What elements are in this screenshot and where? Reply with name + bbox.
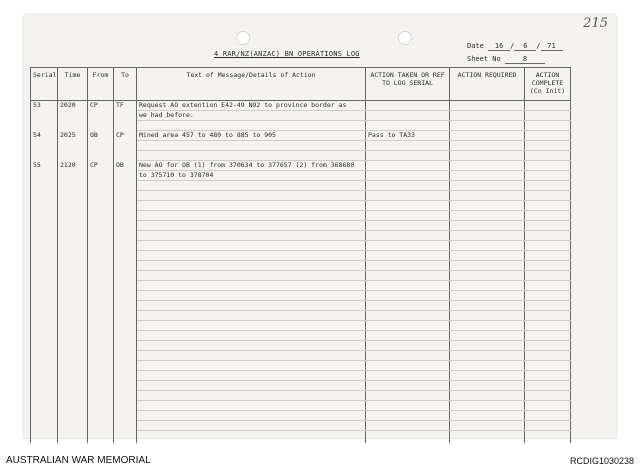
- header-action-required: ACTION REQUIRED: [450, 68, 525, 101]
- archive-footer: [0, 443, 640, 471]
- date-year: 71: [541, 42, 563, 51]
- table-row: [31, 161, 571, 171]
- serial-cell: 55: [31, 161, 58, 171]
- archive-id: RCDIG1030238: [569, 456, 634, 466]
- blank-row: [31, 181, 571, 191]
- log-body: [31, 101, 571, 452]
- header-action-taken: ACTION TAKEN OR REF TO LOG SERIAL: [366, 68, 450, 101]
- table-row-continuation: [31, 171, 571, 181]
- blank-row: [31, 281, 571, 291]
- message-text-cell: Request AO extention E42-49 N92 to province border as: [137, 101, 366, 111]
- time-cell: 2025: [58, 131, 88, 141]
- header-action-complete: ACTION COMPLETE (Co Init): [525, 68, 571, 101]
- from-cell: CP: [88, 101, 114, 111]
- blank-row: [31, 381, 571, 391]
- action-taken-cell: Pass to TA33: [366, 131, 450, 141]
- table-header-row: [31, 68, 571, 101]
- blank-row: [31, 151, 571, 161]
- from-cell: CP: [88, 161, 114, 171]
- log-title: 4 RAR/NZ(ANZAC) BN OPERATIONS LOG: [214, 50, 360, 58]
- blank-row: [31, 251, 571, 261]
- sheet-number: 8: [505, 55, 545, 64]
- action-taken-cell: [366, 101, 450, 111]
- date-label: Date: [467, 42, 484, 50]
- blank-row: [31, 121, 571, 131]
- table-row-continuation: [31, 111, 571, 121]
- sheet-number-field: [467, 55, 545, 64]
- date-field: Date 16 / 6 / 71: [467, 42, 563, 51]
- blank-row: [31, 291, 571, 301]
- blank-row: [31, 371, 571, 381]
- from-cell: OB: [88, 131, 114, 141]
- blank-row: [31, 341, 571, 351]
- blank-row: [31, 301, 571, 311]
- action-required-cell: [450, 161, 525, 171]
- blank-row: [31, 421, 571, 431]
- action-required-cell: [450, 101, 525, 111]
- message-text-cell: New AO for OB (1) from 370634 to 377657 (2) from 368680: [137, 161, 366, 171]
- date-day: 16: [488, 42, 510, 51]
- table-row: [31, 101, 571, 111]
- to-cell: TF: [114, 101, 137, 111]
- action-taken-cell: [366, 161, 450, 171]
- blank-row: [31, 391, 571, 401]
- page-number-mark: 215: [583, 16, 608, 31]
- blank-row: [31, 351, 571, 361]
- action-complete-cell: [525, 101, 571, 111]
- sheet-label: Sheet No: [467, 55, 501, 63]
- to-cell: OB: [114, 161, 137, 171]
- blank-row: [31, 201, 571, 211]
- header-text: Text of Message/Details of Action: [137, 68, 366, 101]
- date-month: 6: [514, 42, 536, 51]
- time-cell: 2020: [58, 101, 88, 111]
- table-row: [31, 131, 571, 141]
- blank-row: [31, 211, 571, 221]
- action-complete-cell: [525, 131, 571, 141]
- blank-row: [31, 311, 571, 321]
- blank-row: [31, 231, 571, 241]
- header-serial: Serial: [31, 68, 58, 101]
- serial-cell: 54: [31, 131, 58, 141]
- blank-row: [31, 241, 571, 251]
- serial-cell: 53: [31, 101, 58, 111]
- blank-row: [31, 261, 571, 271]
- action-required-cell: [450, 131, 525, 141]
- header-from: From: [88, 68, 114, 101]
- punch-hole: [398, 31, 412, 45]
- blank-row: [31, 191, 571, 201]
- archive-name: AUSTRALIAN WAR MEMORIAL: [6, 455, 151, 466]
- blank-row: [31, 411, 571, 421]
- blank-row: [31, 221, 571, 231]
- message-text-cell: to 375710 to 378704: [137, 171, 366, 181]
- blank-row: [31, 361, 571, 371]
- message-text-cell: Mined area 457 to 480 to 885 to 905: [137, 131, 366, 141]
- blank-row: [31, 271, 571, 281]
- header-time: Time: [58, 68, 88, 101]
- message-text-cell: we had before.: [137, 111, 366, 121]
- log-sheet: [24, 15, 616, 438]
- to-cell: CP: [114, 131, 137, 141]
- blank-row: [31, 321, 571, 331]
- blank-row: [31, 141, 571, 151]
- punch-hole: [236, 31, 250, 45]
- time-cell: 2120: [58, 161, 88, 171]
- blank-row: [31, 401, 571, 411]
- action-complete-cell: [525, 161, 571, 171]
- blank-row: [31, 331, 571, 341]
- header-to: To: [114, 68, 137, 101]
- operations-log-table: [30, 67, 571, 452]
